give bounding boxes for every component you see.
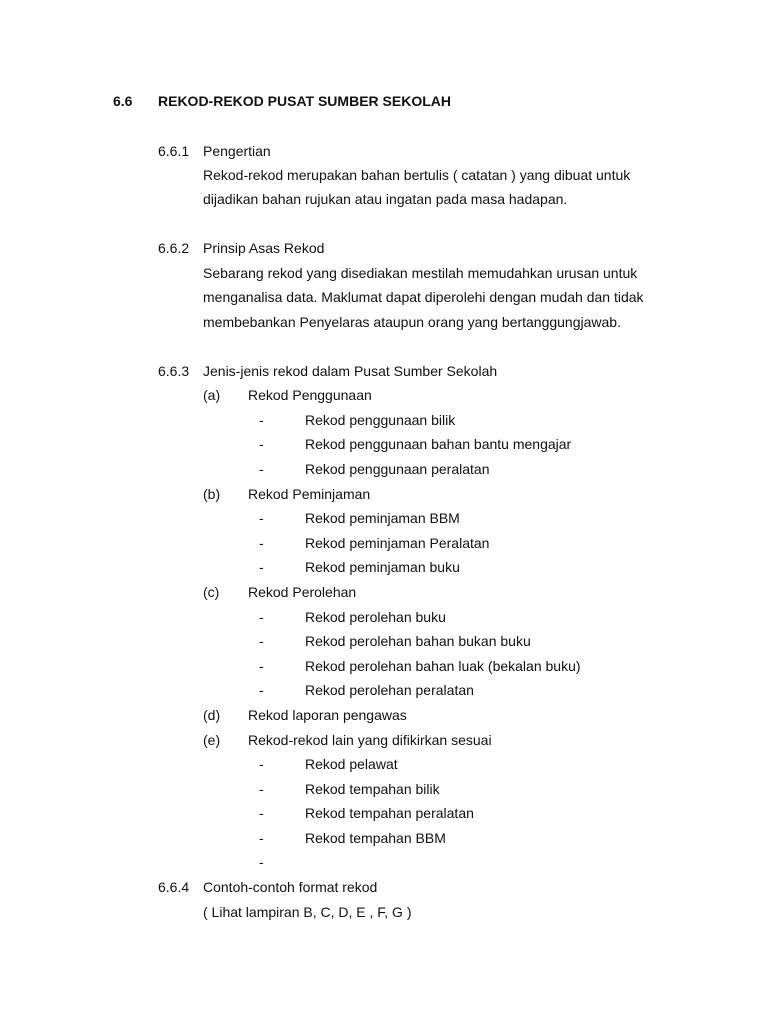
list-item: Rekod penggunaan bahan bantu mengajar — [305, 436, 572, 452]
list-dash: - — [259, 658, 264, 674]
group-title: Rekod-rekod lain yang difikirkan sesuai — [248, 732, 492, 748]
appendix-note: ( Lihat lampiran B, C, D, E , F, G ) — [203, 904, 412, 920]
list-dash: - — [259, 461, 264, 477]
list-dash: - — [259, 830, 264, 846]
group-title: Rekod laporan pengawas — [248, 707, 407, 723]
group-label: (c) — [203, 584, 220, 600]
paragraph-line: menganalisa data. Maklumat dapat diperolehi dengan mudah dan tidak — [203, 289, 644, 305]
group-label: (e) — [203, 732, 221, 748]
group-label: (a) — [203, 387, 221, 403]
paragraph-line: Rekod-rekod merupakan bahan bertulis ( catatan ) yang dibuat untuk — [203, 167, 631, 183]
list-item: Rekod pelawat — [305, 756, 398, 772]
list-dash: - — [259, 805, 264, 821]
list-dash: - — [259, 682, 264, 698]
list-item: Rekod peminjaman BBM — [305, 510, 460, 526]
list-dash: - — [259, 633, 264, 649]
subsection-number: 6.6.4 — [158, 879, 190, 895]
list-dash: - — [259, 854, 264, 870]
subsection-heading: Prinsip Asas Rekod — [203, 240, 325, 256]
list-item: Rekod perolehan bahan luak (bekalan buku) — [305, 658, 581, 674]
list-item: Rekod perolehan buku — [305, 609, 446, 625]
list-item: Rekod penggunaan bilik — [305, 412, 456, 428]
list-item: Rekod perolehan peralatan — [305, 682, 474, 698]
list-item: Rekod perolehan bahan bukan buku — [305, 633, 531, 649]
list-item: Rekod tempahan bilik — [305, 781, 440, 797]
list-item: Rekod peminjaman buku — [305, 559, 460, 575]
list-dash: - — [259, 609, 264, 625]
section-number: 6.6 — [113, 93, 133, 109]
list-item: Rekod tempahan peralatan — [305, 805, 474, 821]
paragraph-line: dijadikan bahan rujukan atau ingatan pada masa hadapan. — [203, 191, 568, 207]
paragraph-line: membebankan Penyelaras ataupun orang yang bertanggungjawab. — [203, 314, 621, 330]
subsection-number: 6.6.2 — [158, 240, 190, 256]
list-dash: - — [259, 756, 264, 772]
list-dash: - — [259, 781, 264, 797]
list-dash: - — [259, 535, 264, 551]
list-item: Rekod peminjaman Peralatan — [305, 535, 490, 551]
subsection-number: 6.6.1 — [158, 143, 190, 159]
list-item: Rekod tempahan BBM — [305, 830, 446, 846]
subsection-number: 6.6.3 — [158, 363, 190, 379]
group-label: (d) — [203, 707, 221, 723]
group-title: Rekod Perolehan — [248, 584, 357, 600]
group-title: Rekod Peminjaman — [248, 486, 371, 502]
group-title: Rekod Penggunaan — [248, 387, 372, 403]
list-dash: - — [259, 436, 264, 452]
list-dash: - — [259, 412, 264, 428]
group-label: (b) — [203, 486, 221, 502]
list-dash: - — [259, 510, 264, 526]
list-item: Rekod penggunaan peralatan — [305, 461, 490, 477]
subsection-heading: Pengertian — [203, 143, 271, 159]
subsection-heading: Contoh-contoh format rekod — [203, 879, 378, 895]
paragraph-line: Sebarang rekod yang disediakan mestilah memudahkan urusan untuk — [203, 265, 638, 281]
list-dash: - — [259, 559, 264, 575]
subsection-heading: Jenis-jenis rekod dalam Pusat Sumber Sekolah — [203, 363, 498, 379]
section-title: REKOD-REKOD PUSAT SUMBER SEKOLAH — [158, 93, 451, 109]
